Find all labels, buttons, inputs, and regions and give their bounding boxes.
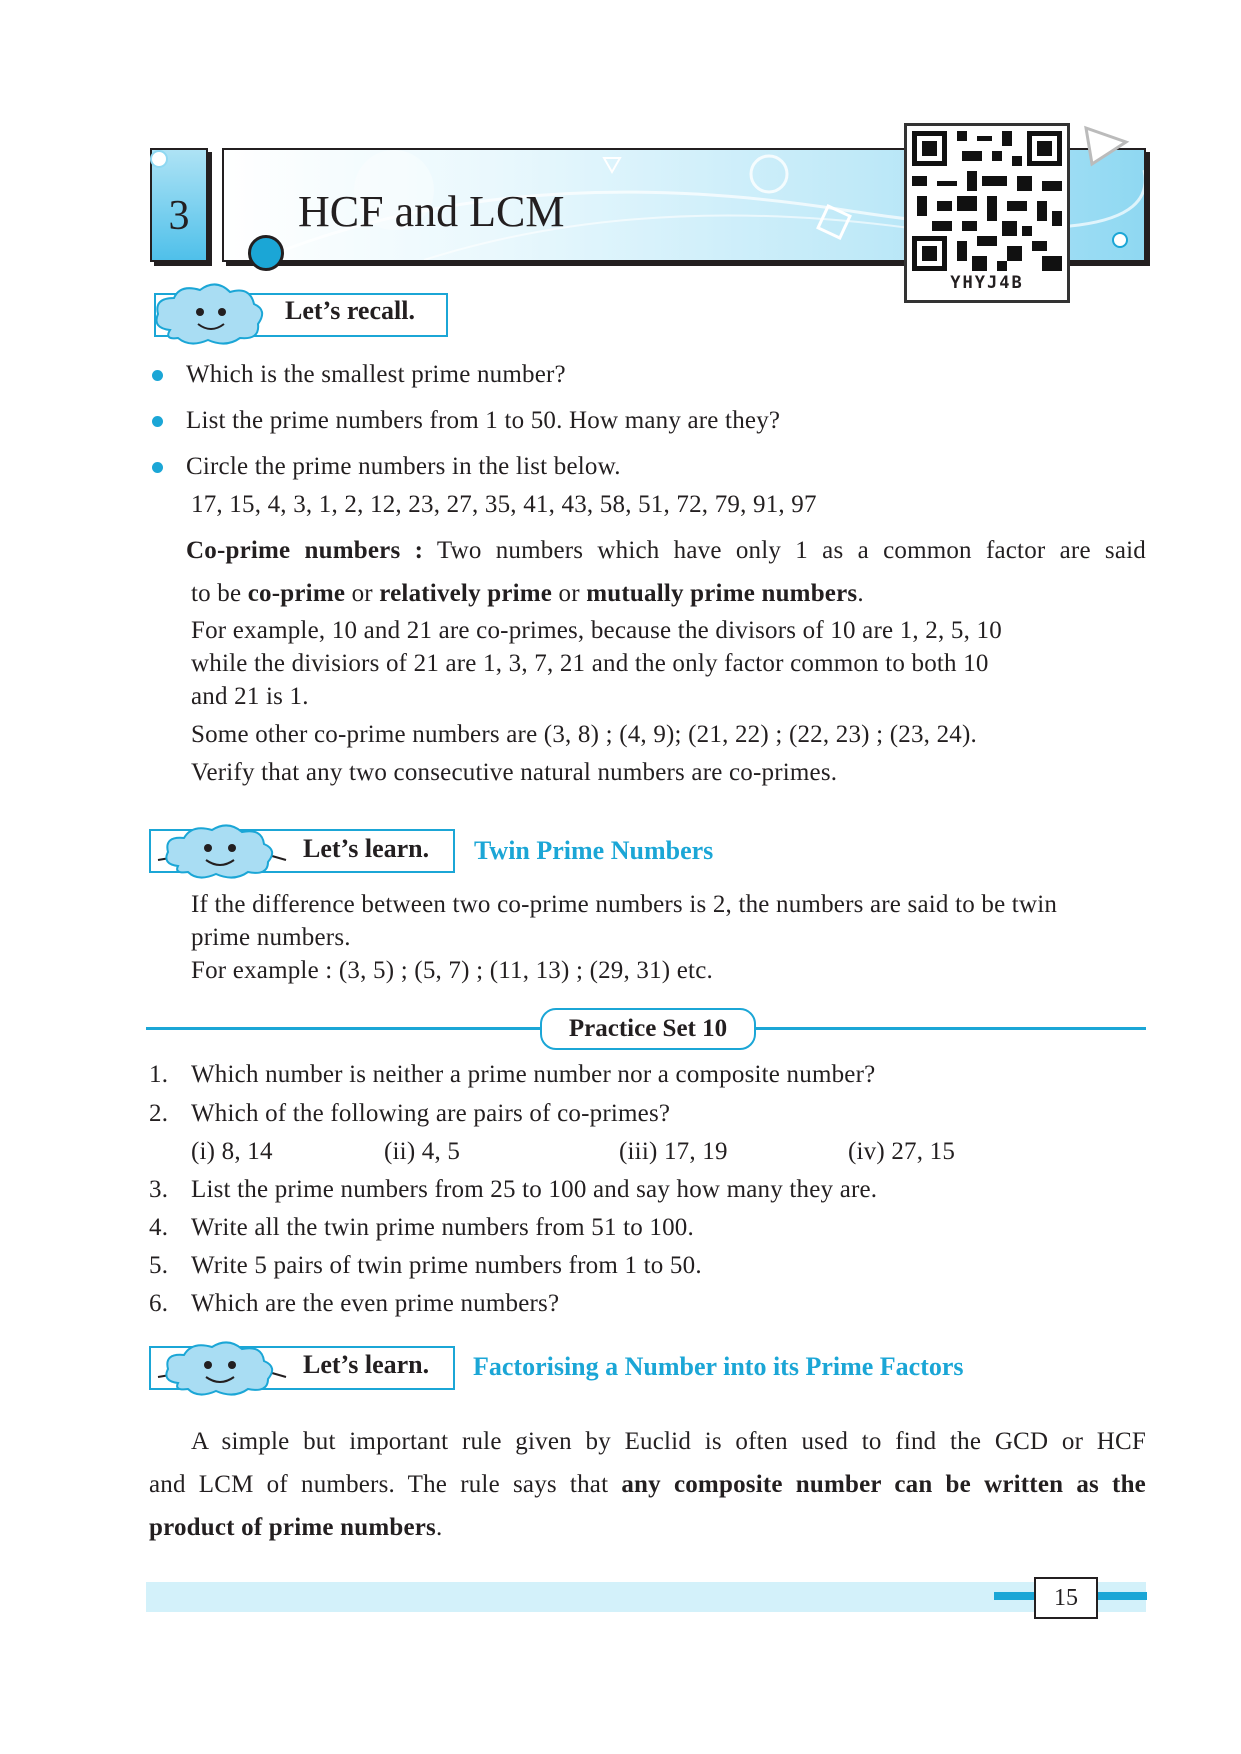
section-heading-twin-primes: Twin Prime Numbers <box>474 836 714 865</box>
twin-prime-definition-1: If the difference between two co-prime numbers is 2, the numbers are said to be twin <box>191 891 1058 918</box>
term-coprime: co-prime <box>247 580 346 607</box>
question-5: Write 5 pairs of twin prime numbers from 1 to 50. <box>191 1252 702 1279</box>
practice-set-title: Practice Set 10 <box>540 1008 756 1050</box>
cloud-mascot-icon <box>152 820 292 882</box>
other-coprime-examples: Some other co-prime numbers are (3, 8) ; (4, 9); (21, 22) ; (22, 23) ; (23, 24). <box>191 721 977 748</box>
recall-bullet-1: Which is the smallest prime number? <box>186 361 566 388</box>
coprime-definition-line-2 <box>191 577 864 610</box>
chapter-title: HCF and LCM <box>298 187 565 236</box>
text-run: or <box>345 580 380 607</box>
bullet-dot <box>152 370 163 381</box>
euclid-rule-bold: any composite number can be written as the <box>621 1471 1146 1498</box>
cloud-mascot-icon <box>150 280 268 350</box>
qr-code-icon <box>907 126 1067 276</box>
question-number: 5. <box>149 1252 169 1279</box>
term-mutually-prime: mutually prime numbers <box>586 580 858 607</box>
cloud-mascot-icon <box>152 1337 292 1399</box>
q2-option-4: (iv) 27, 15 <box>848 1138 956 1165</box>
question-2: Which of the following are pairs of co-primes? <box>191 1100 671 1127</box>
bullet-dot <box>152 416 163 427</box>
text-run: and LCM of numbers. The rule says that <box>149 1471 622 1498</box>
coprime-term: Co-prime numbers : <box>186 537 424 564</box>
question-number: 2. <box>149 1100 169 1127</box>
prime-number-list: 17, 15, 4, 3, 1, 2, 12, 23, 27, 35, 41, 43, 58, 51, 72, 79, 91, 97 <box>191 491 817 518</box>
question-number: 6. <box>149 1290 169 1317</box>
coprime-example-line-1: For example, 10 and 21 are co-primes, because the divisors of 10 are 1, 2, 5, 10 <box>191 617 1002 644</box>
bullet-dot <box>152 462 163 473</box>
euclid-paragraph-line-2 <box>149 1468 1146 1501</box>
question-number: 4. <box>149 1214 169 1241</box>
lets-learn-label: Let’s learn. <box>303 1350 430 1379</box>
play-triangle-icon <box>1082 124 1130 168</box>
coprime-example-line-3: and 21 is 1. <box>191 683 309 710</box>
coprime-definition-text: Two numbers which have only 1 as a common factor are said <box>423 537 1146 564</box>
recall-bullet-2: List the prime numbers from 1 to 50. How many are they? <box>186 407 781 434</box>
text-run: to be <box>191 580 248 607</box>
twin-prime-definition-2: prime numbers. <box>191 924 351 951</box>
q2-option-3: (iii) 17, 19 <box>619 1138 728 1165</box>
lets-recall-label: Let’s recall. <box>285 296 415 325</box>
decorative-blue-circle <box>248 235 284 271</box>
section-heading-factorising: Factorising a Number into its Prime Factors <box>473 1352 964 1381</box>
coprime-definition-line-1 <box>186 534 1146 567</box>
decorative-dot <box>150 150 168 168</box>
chapter-number: 3 <box>168 193 190 239</box>
text-run: or <box>552 580 587 607</box>
lets-learn-label: Let’s learn. <box>303 834 430 863</box>
question-3: List the prime numbers from 25 to 100 and say how many they are. <box>191 1176 878 1203</box>
term-relatively-prime: relatively prime <box>379 580 553 607</box>
question-4: Write all the twin prime numbers from 51 to 100. <box>191 1214 694 1241</box>
text-run: . <box>435 1514 443 1541</box>
coprime-example-line-2: while the divisiors of 21 are 1, 3, 7, 21 and the only factor common to both 10 <box>191 650 989 677</box>
verify-statement: Verify that any two consecutive natural numbers are co-primes. <box>191 759 838 786</box>
euclid-rule-bold: product of prime numbers <box>149 1514 436 1541</box>
twin-prime-examples: For example : (3, 5) ; (5, 7) ; (11, 13) ; (29, 31) etc. <box>191 957 713 984</box>
euclid-paragraph-line-1: A simple but important rule given by Euclid is often used to find the GCD or HCF <box>191 1428 1146 1455</box>
euclid-paragraph-line-3 <box>149 1511 442 1544</box>
text-run: . <box>857 580 864 607</box>
page-number: 15 <box>1034 1577 1098 1619</box>
recall-bullet-3: Circle the prime numbers in the list below. <box>186 453 621 480</box>
question-number: 1. <box>149 1061 169 1088</box>
q2-option-1: (i) 8, 14 <box>191 1138 273 1165</box>
q2-option-2: (ii) 4, 5 <box>384 1138 461 1165</box>
qr-code-label: YHYJ4B <box>950 273 1024 293</box>
question-number: 3. <box>149 1176 169 1203</box>
question-1: Which number is neither a prime number nor a composite number? <box>191 1061 876 1088</box>
question-6: Which are the even prime numbers? <box>191 1290 560 1317</box>
